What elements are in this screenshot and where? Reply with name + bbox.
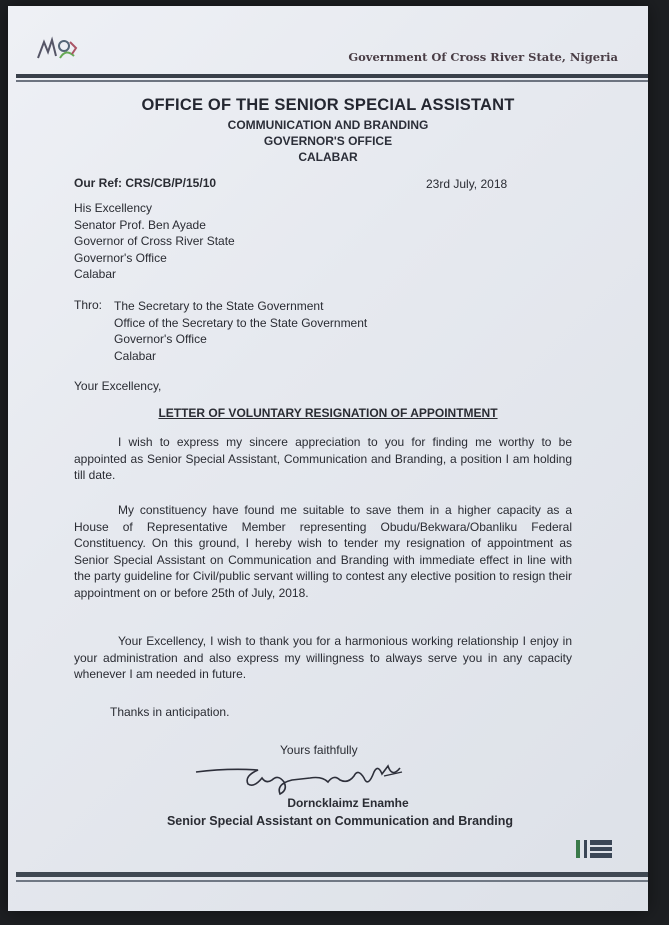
letter-date: 23rd July, 2018 bbox=[426, 177, 508, 191]
state-coat-of-arms-icon bbox=[34, 34, 80, 64]
recipient-line: Senator Prof. Ben Ayade bbox=[74, 217, 206, 232]
paragraph-resignation: My constituency have found me suitable to save them in a higher capacity as a House of Representative Member representing Obudu/Bekwara/Obanliku Federal Constituency. On this ground, I hereby wish to tender my resignation of appointment as Senior Special Assistant on Communication and Branding with immediate effect in line with the party guideline for Civil/public servant willing to contest any elective position to resign their appointment on or before 25th of July, 2018. bbox=[74, 503, 572, 600]
salutation: Your Excellency, bbox=[74, 379, 162, 393]
paragraph-appreciation: I wish to express my sincere appreciation to you for finding me worthy to be appointed as Senior Special Assistant, Communication and Branding, a position I am holding till date. bbox=[74, 435, 572, 482]
thro-line: The Secretary to the State Government bbox=[114, 299, 324, 313]
government-name: Government Of Cross River State, Nigeria bbox=[348, 50, 618, 64]
header-rule bbox=[16, 74, 648, 78]
paragraph-thanks: Your Excellency, I wish to thank you for a harmonious working relationship I enjoy in your administration and also express my willingness to always serve you in any capacity whenever I am needed in future. bbox=[74, 634, 572, 681]
signer-name: Dorncklaimz Enamhe bbox=[287, 796, 409, 810]
office-title: OFFICE OF THE SENIOR SPECIAL ASSISTANT bbox=[141, 96, 515, 114]
office-city: CALABAR bbox=[298, 150, 358, 164]
thro-block bbox=[114, 298, 367, 364]
handwritten-signature bbox=[188, 754, 428, 799]
letter-page bbox=[8, 6, 648, 911]
flag-emblem-icon bbox=[574, 836, 624, 862]
signer-title: Senior Special Assistant on Communication and Branding bbox=[166, 814, 514, 828]
recipient-line: Calabar bbox=[74, 267, 117, 281]
office-department: GOVERNOR'S OFFICE bbox=[263, 134, 393, 148]
thro-line: Calabar bbox=[114, 348, 157, 363]
thro-line: Governor's Office bbox=[114, 332, 207, 346]
header-rule-thin bbox=[16, 80, 648, 82]
recipient-line: His Excellency bbox=[74, 201, 153, 215]
closing-yours: Yours faithfully bbox=[280, 743, 358, 757]
closing-thanks: Thanks in anticipation. bbox=[110, 705, 230, 719]
recipient-line: Governor's Office bbox=[74, 250, 167, 265]
thro-line: Office of the Secretary to the State Government bbox=[114, 315, 368, 330]
letter-subject: LETTER OF VOLUNTARY RESIGNATION OF APPOINTMENT bbox=[158, 406, 498, 420]
recipient-line: Governor of Cross River State bbox=[74, 234, 235, 248]
thro-label: Thro: bbox=[74, 298, 103, 312]
footer-rule bbox=[16, 872, 648, 877]
office-subtitle: COMMUNICATION AND BRANDING bbox=[227, 118, 429, 132]
footer-rule-thin bbox=[16, 880, 648, 882]
reference-number: Our Ref: CRS/CB/P/15/10 bbox=[74, 176, 217, 190]
